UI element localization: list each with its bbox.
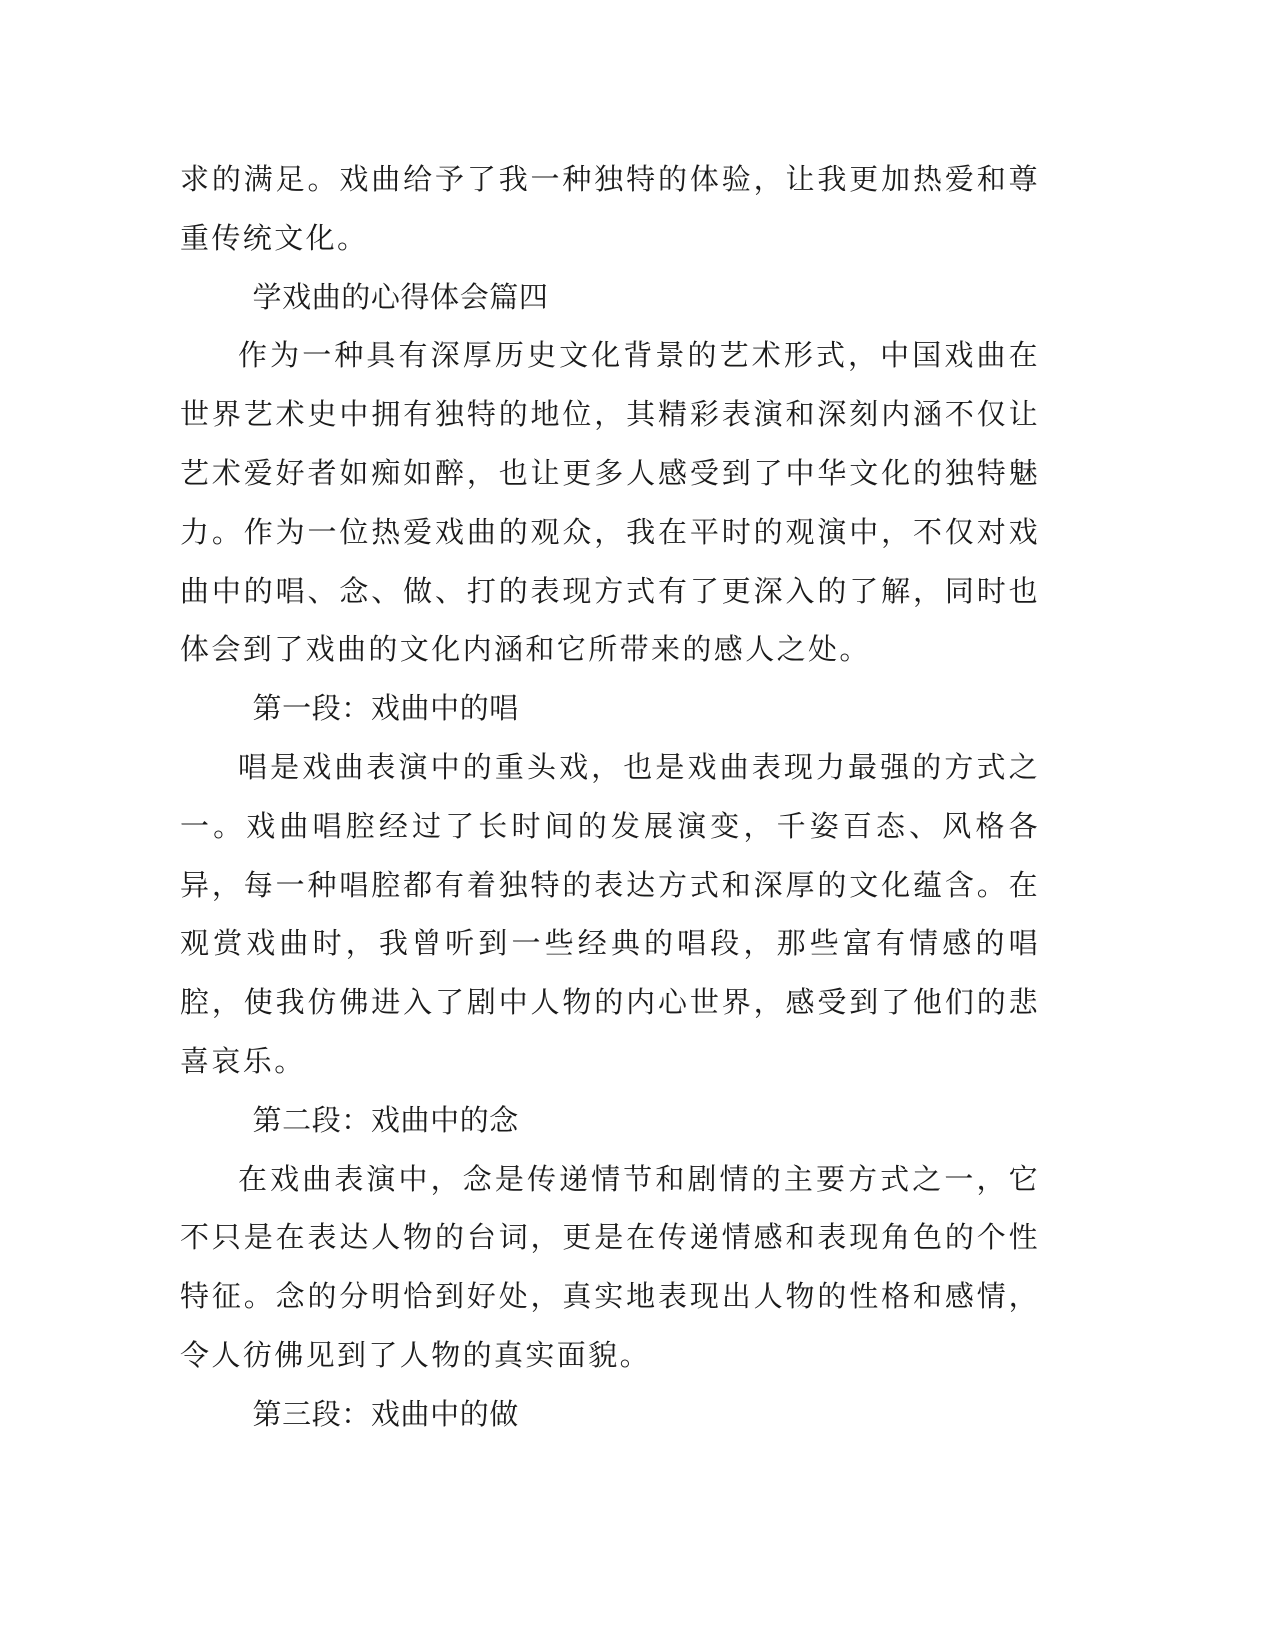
section-heading-recitation: 第二段：戏曲中的念 — [252, 1102, 519, 1137]
paragraph-singing: 唱是戏曲表演中的重头戏，也是戏曲表现力最强的方式之一。戏曲唱腔经过了长时间的发展演变，千姿百态、风格各异，每一种唱腔都有着独特的表达方式和深厚的文化蕴含。在观赏戏曲时，我曾听到一些经典的唱段，那些富有情感的唱腔，使我仿佛进入了剧中人物的内心世界，感受到了他们的悲喜哀乐。 — [180, 749, 1040, 1078]
section-heading-singing: 第一段：戏曲中的唱 — [252, 691, 519, 726]
paragraph-intro: 作为一种具有深厚历史文化背景的艺术形式，中国戏曲在世界艺术史中拥有独特的地位，其精彩表演和深刻内涵不仅让艺术爱好者如痴如醉，也让更多人感受到了中华文化的独特魅力。作为一位热爱戏曲的观众，我在平时的观演中，不仅对戏曲中的唱、念、做、打的表现方式有了更深入的了解，同时也体会到了戏曲的文化内涵和它所带来的感人之处。 — [180, 338, 1040, 667]
section-title-part-four: 学戏曲的心得体会篇四 — [252, 279, 549, 314]
paragraph-continued: 求的满足。戏曲给予了我一种独特的体验，让我更加热爱和尊重传统文化。 — [180, 162, 1040, 255]
document-page — [180, 150, 1040, 1444]
section-heading-acting: 第三段：戏曲中的做 — [252, 1396, 519, 1431]
paragraph-recitation: 在戏曲表演中，念是传递情节和剧情的主要方式之一，它不只是在表达人物的台词，更是在传递情感和表现角色的个性特征。念的分明恰到好处，真实地表现出人物的性格和感情，令人彷佛见到了人物的真实面貌。 — [180, 1161, 1040, 1372]
